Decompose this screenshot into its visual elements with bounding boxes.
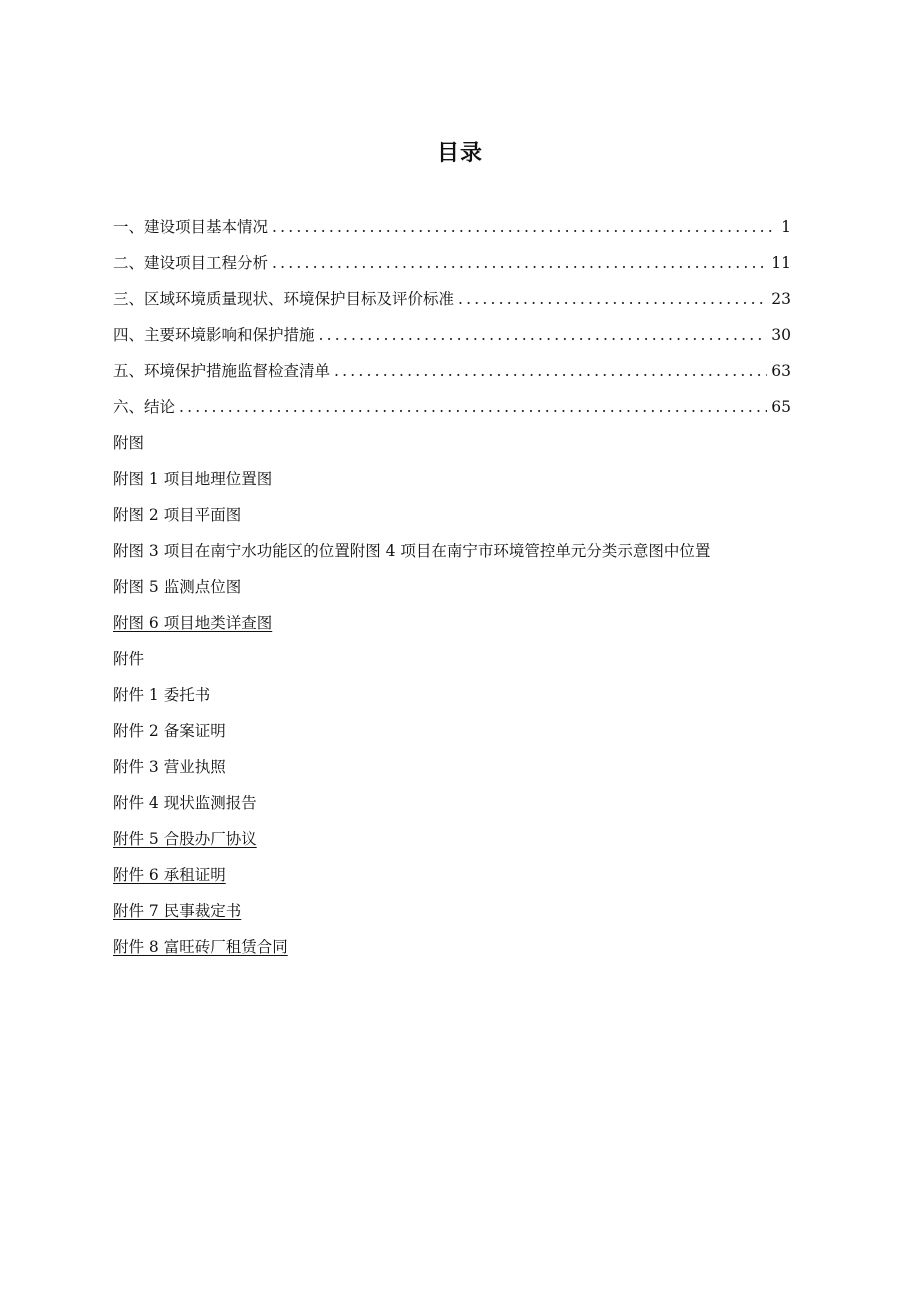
toc-entry-page: 65 [771, 398, 791, 416]
appendix-item: 附件 1 委托书 [113, 686, 211, 704]
appendix-item-link[interactable]: 附件 6 承租证明 [113, 866, 226, 884]
toc-entry-label: 一、建设项目基本情况 [113, 218, 269, 236]
appendix-item-link[interactable]: 附件 7 民事裁定书 [113, 902, 242, 920]
toc-entry-page: 23 [771, 290, 791, 308]
toc-entry[interactable] [113, 249, 791, 285]
appendix-item: 附图 2 项目平面图 [113, 506, 242, 524]
toc-entry-label: 六、结论 [113, 398, 176, 416]
appendix-item: 附图 5 监测点位图 [113, 578, 242, 596]
table-of-contents [113, 213, 791, 429]
appendix-item: 附件 4 现状监测报告 [113, 794, 257, 812]
toc-dot-leader [272, 213, 777, 241]
toc-dot-leader [458, 285, 767, 313]
toc-entry-page: 11 [771, 254, 791, 272]
toc-entry[interactable] [113, 357, 791, 393]
appendix-item: 附件 3 营业执照 [113, 758, 226, 776]
appendix-heading-attachments: 附件 [113, 650, 145, 668]
toc-entry-page: 30 [771, 326, 791, 344]
toc-dot-leader [319, 321, 768, 349]
appendix-item: 附图 3 项目在南宁水功能区的位置附图 4 项目在南宁市环境管控单元分类示意图中位置 [113, 542, 711, 560]
toc-dot-leader [272, 249, 767, 277]
appendix-heading-figures: 附图 [113, 434, 145, 452]
toc-entry-label: 五、环境保护措施监督检查清单 [113, 362, 331, 380]
toc-entry[interactable] [113, 285, 791, 321]
page-title: 目录 [436, 141, 483, 166]
appendix-list [113, 429, 813, 969]
toc-entry-label: 二、建设项目工程分析 [113, 254, 269, 272]
toc-entry[interactable] [113, 321, 791, 357]
toc-entry-page: 63 [771, 362, 791, 380]
toc-entry-label: 三、区域环境质量现状、环境保护目标及评价标准 [113, 290, 455, 308]
appendix-item-link[interactable]: 附图 6 项目地类详查图 [113, 614, 273, 632]
toc-entry-page: 1 [781, 218, 791, 236]
toc-entry-label: 四、主要环境影响和保护措施 [113, 326, 315, 344]
appendix-item-link[interactable]: 附件 8 富旺砖厂租赁合同 [113, 938, 288, 956]
appendix-item: 附件 2 备案证明 [113, 722, 226, 740]
appendix-item-link[interactable]: 附件 5 合股办厂协议 [113, 830, 257, 848]
toc-dot-leader [179, 393, 767, 421]
toc-entry[interactable] [113, 213, 791, 249]
appendix-item: 附图 1 项目地理位置图 [113, 470, 273, 488]
toc-entry[interactable] [113, 393, 791, 429]
toc-dot-leader [334, 357, 767, 385]
